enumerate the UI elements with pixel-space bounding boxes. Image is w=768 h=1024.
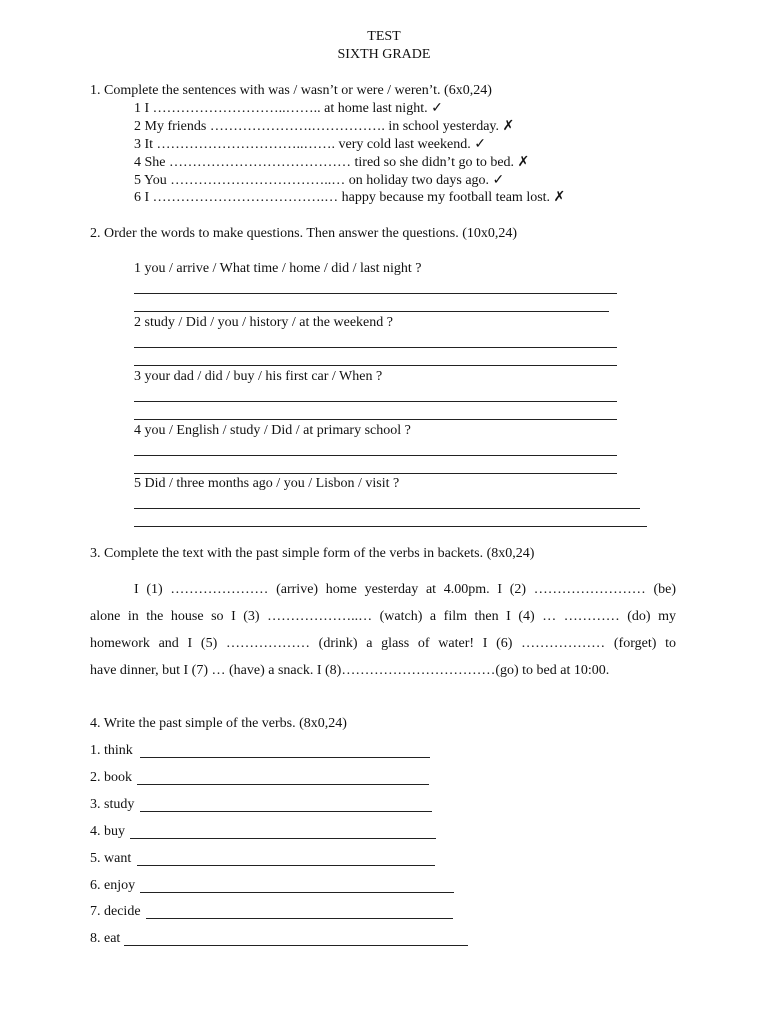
exercise-1-instruction: 1. Complete the sentences with was / wasn’t or were / weren’t. (6x0,24) xyxy=(90,83,492,98)
verb-label: 8. eat xyxy=(90,931,121,946)
answer-line xyxy=(134,473,617,474)
exercise-1-item: 4 She ………………………………… tired so she didn’t go to bed. ✗ xyxy=(134,155,530,170)
exercise-2-question: 2 study / Did / you / history / at the weekend ? xyxy=(134,315,393,330)
verb-item xyxy=(90,904,141,920)
verb-answer-line xyxy=(140,797,432,812)
verb-label: 6. enjoy xyxy=(90,878,136,893)
verb-item xyxy=(90,797,134,813)
exercise-1-item: 1 I ………………………..…….. at home last night. ✓ xyxy=(134,101,443,116)
verb-answer-line xyxy=(146,904,453,919)
answer-line xyxy=(134,419,617,420)
verb-item xyxy=(90,878,135,894)
exercise-2-question: 5 Did / three months ago / you / Lisbon / visit ? xyxy=(134,476,400,491)
verb-item xyxy=(90,770,132,786)
verb-item xyxy=(90,851,131,867)
exercise-1-item: 6 I ……………………………….… happy because my football team lost. ✗ xyxy=(134,190,566,205)
exercise-4-instruction: 4. Write the past simple of the verbs. (8x0,24) xyxy=(90,716,347,731)
verb-item xyxy=(90,743,133,759)
answer-line xyxy=(134,293,617,294)
exercise-1-item: 3 It …………………………..……. very cold last weekend. ✓ xyxy=(134,137,486,152)
verb-item xyxy=(90,931,120,947)
exercise-1-item: 2 My friends ………………….……………. in school yesterday. ✗ xyxy=(134,119,515,134)
exercise-2-instruction: 2. Order the words to make questions. Then answer the questions. (10x0,24) xyxy=(90,226,518,241)
verb-answer-line xyxy=(140,878,454,893)
exercise-3-text-line: alone in the house so I (3) ………………..… (watch) a film then I (4) … ………… (do) my xyxy=(90,609,676,624)
exercise-2-question: 3 your dad / did / buy / his first car / When ? xyxy=(134,369,383,384)
answer-line xyxy=(134,508,640,509)
test-title: TEST xyxy=(367,29,401,44)
verb-label: 3. study xyxy=(90,797,135,812)
verb-label: 7. decide xyxy=(90,904,141,919)
verb-label: 1. think xyxy=(90,743,133,758)
exercise-2-question: 1 you / arrive / What time / home / did / last night ? xyxy=(134,261,422,276)
verb-label: 2. book xyxy=(90,770,132,785)
verb-answer-line xyxy=(137,770,429,785)
verb-answer-line xyxy=(124,931,468,946)
answer-line xyxy=(134,365,617,366)
answer-line xyxy=(134,526,647,527)
grade-subtitle: SIXTH GRADE xyxy=(337,47,431,62)
verb-label: 5. want xyxy=(90,851,132,866)
verb-item xyxy=(90,824,125,840)
answer-line xyxy=(134,401,617,402)
verb-answer-line xyxy=(137,851,435,866)
exercise-1-item: 5 You ……………………………..… on holiday two days ago. ✓ xyxy=(134,173,505,188)
answer-line xyxy=(134,455,617,456)
answer-line xyxy=(134,347,617,348)
verb-label: 4. buy xyxy=(90,824,125,839)
exercise-2-question: 4 you / English / study / Did / at primary school ? xyxy=(134,423,411,438)
exercise-3-instruction: 3. Complete the text with the past simple form of the verbs in backets. (8x0,24) xyxy=(90,546,535,561)
exercise-3-text-line: have dinner, but I (7) … (have) a snack. I (8)……………………………(go) to bed at 10:00. xyxy=(90,663,610,678)
verb-answer-line xyxy=(130,824,436,839)
answer-line xyxy=(134,311,609,312)
verb-answer-line xyxy=(140,743,430,758)
exercise-3-text-line: I (1) ………………… (arrive) home yesterday at 4.00pm. I (2) …………………… (be) xyxy=(134,582,676,597)
exercise-3-text-line: homework and I (5) ……………… (drink) a glass of water! I (6) ……………… (forget) to xyxy=(90,636,676,651)
